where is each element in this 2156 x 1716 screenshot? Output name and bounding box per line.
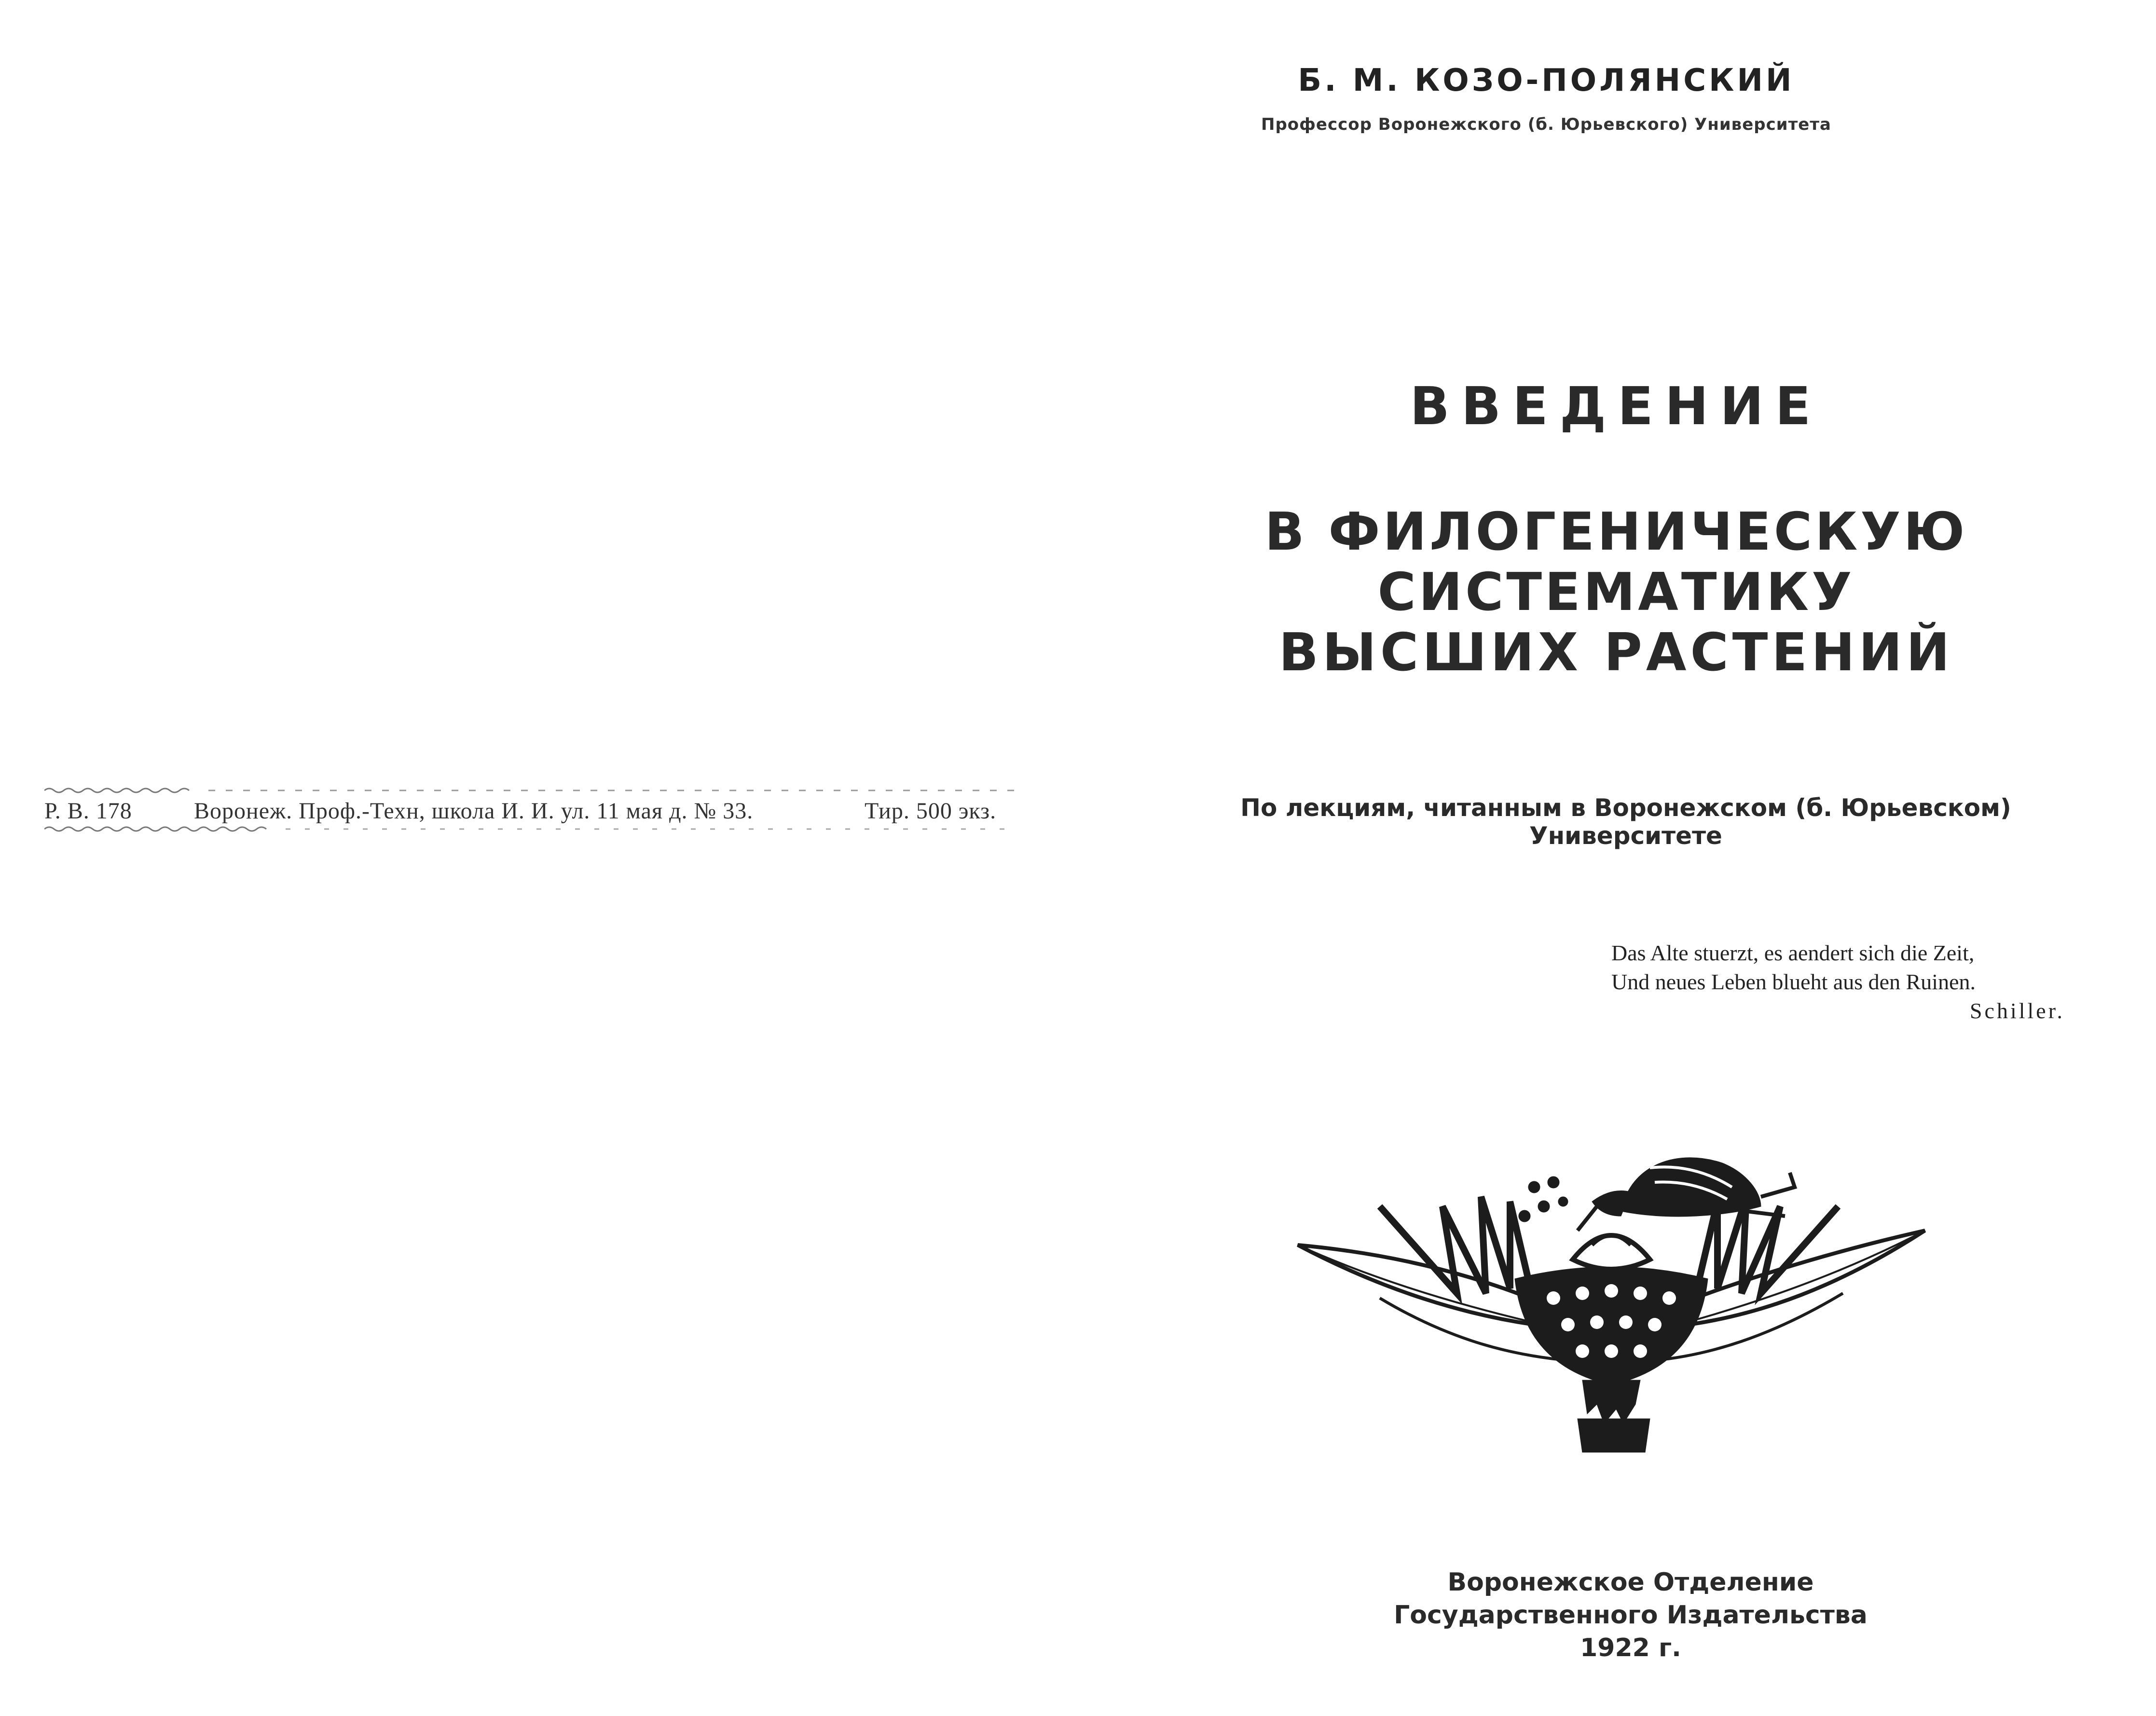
epigraph	[1611, 939, 2103, 1025]
imprint-run: Тир. 500 экз.	[865, 798, 997, 824]
imprint-line	[44, 798, 1024, 824]
title-line-2: В ФИЛОГЕНИЧЕСКУЮ СИСТЕМАТИКУ	[1264, 502, 1968, 623]
wavy-rule-bottom	[44, 824, 1024, 834]
publication-year: 1922 г.	[1580, 1633, 1681, 1662]
epigraph-line-1: Das Alte stuerzt, es aendert sich die Zeit,	[1611, 941, 1975, 965]
author-affiliation: Профессор Воронежского (б. Юрьевского) Университета	[1261, 115, 1831, 134]
publisher-line-1: Воронежское Отделение	[1447, 1568, 1814, 1597]
publisher-block	[1341, 1566, 1920, 1664]
title-line-3: ВЫСШИХ РАСТЕНИЙ	[1278, 623, 1954, 683]
wavy-rule-top	[44, 786, 1024, 795]
imprint-press: Воронеж. Проф.-Техн, школа И. И. ул. 11 мая д. № 33.	[194, 798, 754, 824]
author-name: Б. М. КОЗО-ПОЛЯНСКИЙ	[1298, 63, 1795, 98]
flower-with-beetle-icon	[1283, 1134, 1939, 1453]
imprint-code: Р. В. 178	[44, 798, 132, 824]
publisher-line-2: Государственного Издательства	[1394, 1601, 1868, 1630]
subtitle: По лекциям, читанным в Воронежском (б. Юрьевском) Университете	[1240, 794, 2011, 850]
imprint-block	[44, 786, 1024, 836]
epigraph-line-2: Und neues Leben blueht aus den Ruinen.	[1611, 969, 1976, 994]
title-line-1: ВВЕДЕНИЕ	[1410, 376, 1823, 437]
epigraph-signature: Schiller.	[1969, 998, 2065, 1023]
